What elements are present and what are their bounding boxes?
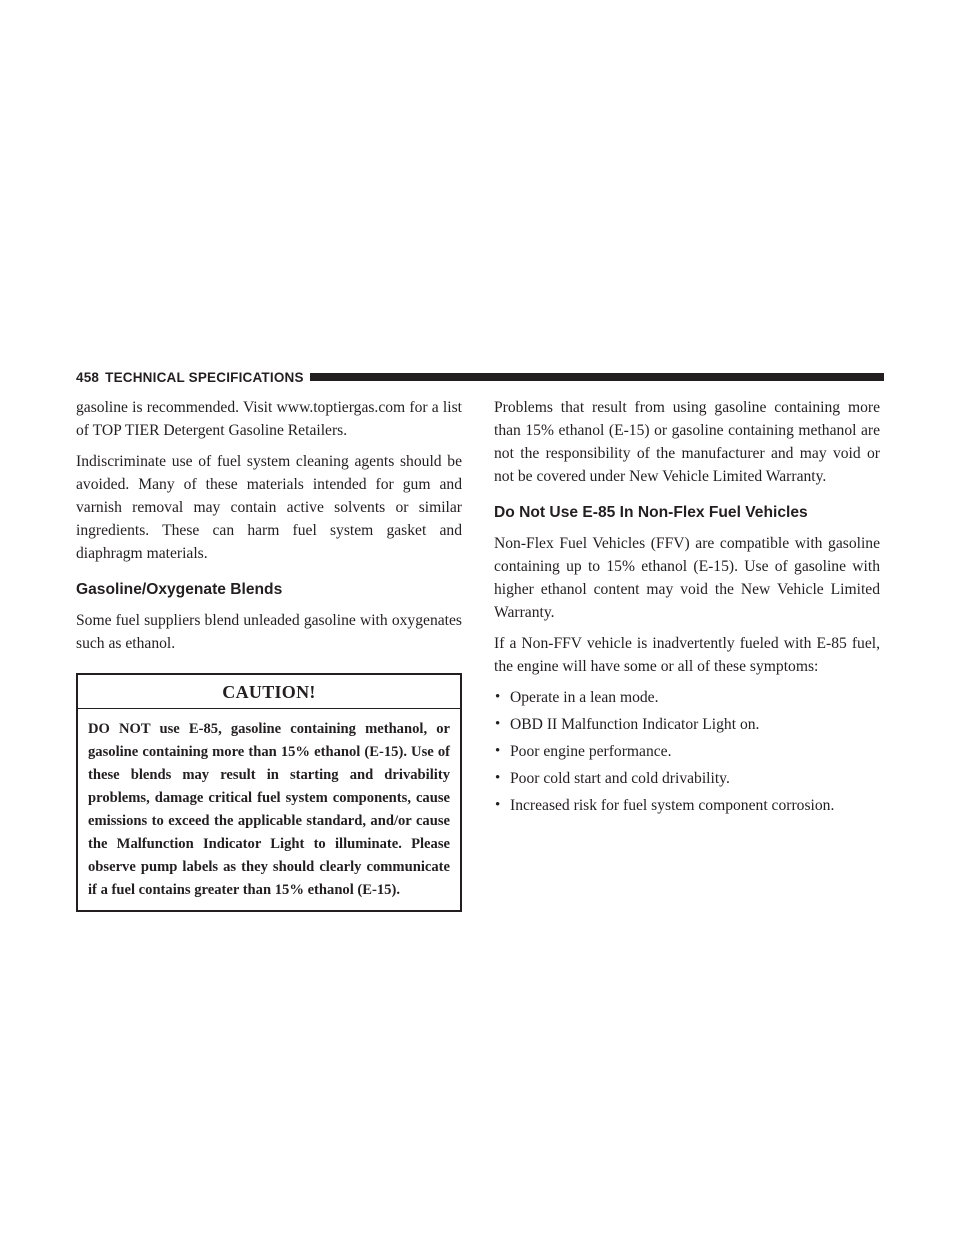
- paragraph: Some fuel suppliers blend unleaded gasoline with oxygenates such as ethanol.: [76, 612, 462, 652]
- left-column: [76, 396, 462, 912]
- section-heading: Gasoline/Oxygenate Blends: [76, 581, 283, 598]
- paragraph: Indiscriminate use of fuel system cleaning agents should be avoided. Many of these materials intended for gum and varnish removal may contain active solvents or similar ingredients. These can harm fuel system gasket and diaphragm materials.: [76, 453, 462, 562]
- list-item-text: Increased risk for fuel system component corrosion.: [510, 797, 835, 814]
- paragraph: gasoline is recommended. Visit www.toptiergas.com for a list of TOP TIER Detergent Gasoline Retailers.: [76, 399, 462, 439]
- bullet-icon: •: [495, 689, 501, 705]
- list-item-text: Operate in a lean mode.: [510, 689, 659, 706]
- caution-text: DO NOT use E-85, gasoline containing methanol, or gasoline containing more than 15% ethanol (E-15). Use of these blends may result in starting and drivability problems, damage critical fuel system components, cause emissions to exceed the applicable standard, and/or cause the Malfunction Indicator Light to illuminate. Please observe pump labels as they should clearly communicate if a fuel contains greater than 15% ethanol (E-15).: [88, 721, 450, 898]
- bullet-icon: •: [495, 743, 501, 759]
- list-item: [494, 686, 880, 709]
- bullet-icon: •: [495, 716, 501, 732]
- page-header: [76, 367, 884, 387]
- caution-box: [76, 673, 462, 912]
- list-item: [494, 740, 880, 763]
- section-heading: Do Not Use E-85 In Non-Flex Fuel Vehicles: [494, 504, 808, 521]
- list-item: [494, 767, 880, 790]
- list-item: [494, 794, 880, 817]
- list-item-text: Poor engine performance.: [510, 743, 672, 760]
- paragraph: Non-Flex Fuel Vehicles (FFV) are compatible with gasoline containing up to 15% ethanol (E-15). Use of gasoline with higher ethanol content may void the New Vehicle Limited Warranty.: [494, 535, 880, 621]
- list-item-text: Poor cold start and cold drivability.: [510, 770, 730, 787]
- list-item: [494, 713, 880, 736]
- bullet-icon: •: [495, 797, 501, 813]
- section-title: TECHNICAL SPECIFICATIONS: [105, 369, 304, 385]
- paragraph: Problems that result from using gasoline containing more than 15% ethanol (E-15) or gasoline containing methanol are not the responsibility of the manufacturer and may void or not be covered under New Vehicle Limited Warranty.: [494, 399, 880, 485]
- caution-title: CAUTION!: [78, 675, 460, 709]
- page-number: 458: [76, 369, 100, 385]
- right-column: [494, 396, 880, 821]
- paragraph: If a Non-FFV vehicle is inadvertently fueled with E-85 fuel, the engine will have some or all of these symptoms:: [494, 635, 880, 675]
- list-item-text: OBD II Malfunction Indicator Light on.: [510, 716, 760, 733]
- header-rule: [310, 373, 884, 381]
- symptom-list: [494, 686, 880, 817]
- bullet-icon: •: [495, 770, 501, 786]
